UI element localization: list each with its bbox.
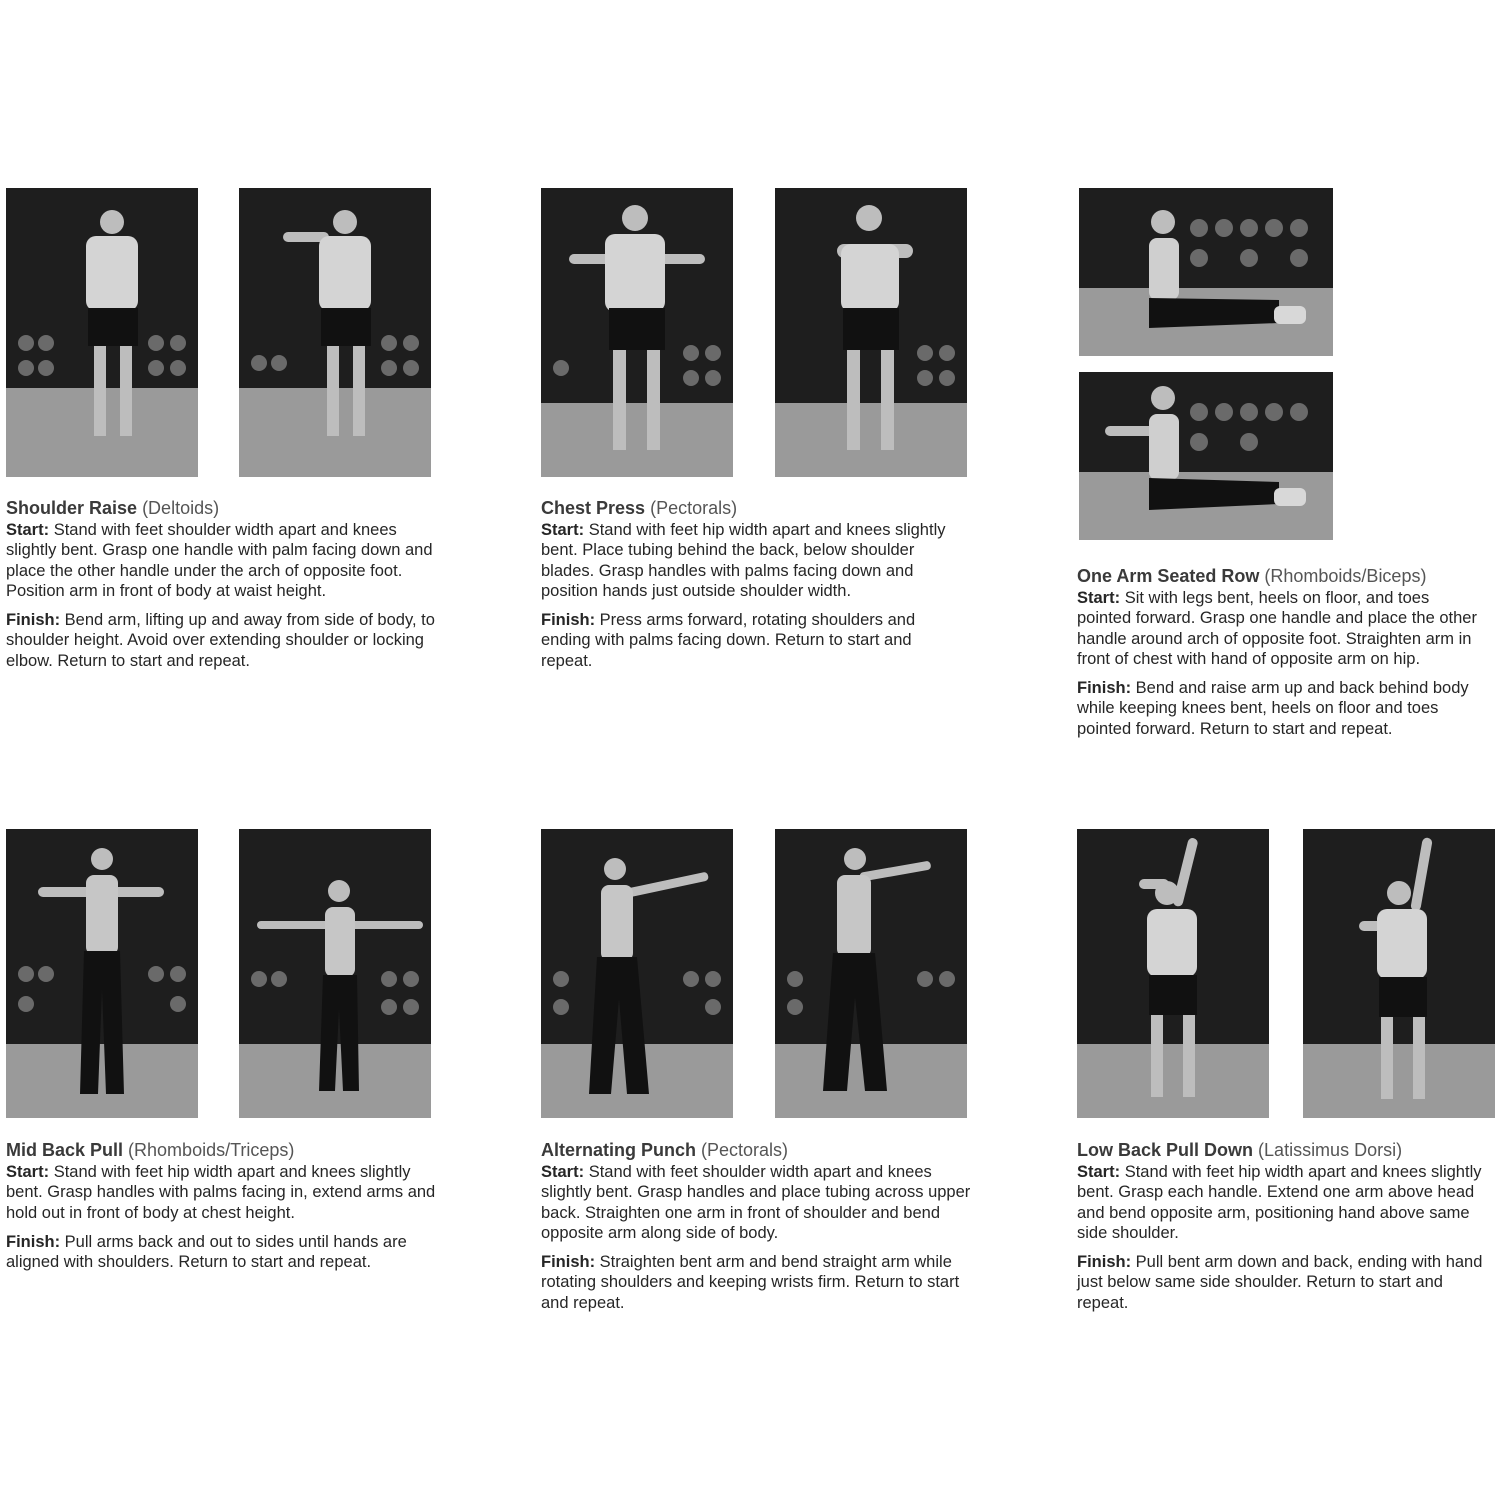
start-instructions — [541, 1162, 986, 1243]
start-text: Stand with feet hip width apart and knees slightly bent. Place tubing behind the back, below shoulder blades. Grasp handles with palms facing down and position hands just outside shoulder width. — [541, 521, 946, 600]
start-text: Sit with legs bent, heels on floor, and toes pointed forward. Grasp one handle and place the other handle around arch of opposite foot. Straighten arm in front of chest with hand of opposite arm on hip. — [1077, 589, 1477, 668]
finish-label: Finish: — [6, 1232, 61, 1251]
finish-text: Bend and raise arm up and back behind body while keeping knees bent, heels on floor and toes pointed forward. Return to start and repeat. — [1077, 679, 1469, 738]
shoulder-raise-start-photo — [6, 188, 198, 477]
seated-row-finish-photo — [1079, 372, 1333, 540]
finish-instructions — [1077, 1252, 1497, 1313]
exercise-name: Mid Back Pull — [6, 1140, 124, 1160]
start-instructions — [1077, 1162, 1497, 1243]
start-text: Stand with feet hip width apart and knees slightly bent. Grasp handles with palms facing in, extend arms and hold out in front of body at chest height. — [6, 1163, 436, 1222]
start-instructions — [6, 520, 451, 601]
exercise-muscles: (Deltoids) — [142, 498, 220, 518]
exercise-name: Chest Press — [541, 498, 646, 518]
start-instructions — [1077, 588, 1482, 669]
exercise-one-arm-seated-row — [1077, 565, 1482, 748]
exercise-name: One Arm Seated Row — [1077, 566, 1260, 586]
chest-press-finish-photo — [775, 188, 967, 477]
finish-label: Finish: — [541, 1253, 596, 1272]
seated-row-start-photo — [1079, 188, 1333, 356]
finish-label: Finish: — [1077, 679, 1132, 698]
exercise-title — [541, 497, 966, 519]
exercise-low-back-pull-down — [1077, 1139, 1497, 1322]
exercise-name: Low Back Pull Down — [1077, 1140, 1254, 1160]
start-label: Start: — [541, 1163, 585, 1181]
alternating-punch-finish-photo — [775, 829, 967, 1118]
finish-instructions — [541, 610, 966, 671]
exercise-name: Alternating Punch — [541, 1140, 697, 1160]
exercise-muscles: (Latissimus Dorsi) — [1258, 1140, 1403, 1160]
start-instructions — [6, 1162, 451, 1223]
mid-back-pull-start-photo — [6, 829, 198, 1118]
finish-label: Finish: — [6, 611, 61, 630]
exercise-muscles: (Rhomboids/Biceps) — [1264, 566, 1427, 586]
chest-press-start-photo — [541, 188, 733, 477]
exercise-title — [541, 1139, 986, 1161]
exercise-muscles: (Rhomboids/Triceps) — [128, 1140, 295, 1160]
exercise-mid-back-pull — [6, 1139, 451, 1281]
start-text: Stand with feet shoulder width apart and knees slightly bent. Grasp handles and place tubing across upper back. Straighten one arm in front of shoulder and bend opposite arm along side of body. — [541, 1163, 971, 1242]
exercise-title — [1077, 1139, 1497, 1161]
finish-label: Finish: — [1077, 1253, 1132, 1272]
finish-instructions — [541, 1252, 986, 1313]
shoulder-raise-finish-photo — [239, 188, 431, 477]
low-back-pull-down-finish-photo — [1303, 829, 1495, 1118]
exercise-chest-press — [541, 497, 966, 680]
finish-text: Straighten bent arm and bend straight arm while rotating shoulders and keeping wrists firm. Return to start and repeat. — [541, 1253, 960, 1312]
start-text: Stand with feet hip width apart and knees slightly bent. Grasp each handle. Extend one arm above head and bend opposite arm, positioning hand above same side shoulder. — [1077, 1163, 1482, 1242]
start-label: Start: — [541, 521, 585, 539]
exercise-title — [1077, 565, 1482, 587]
start-label: Start: — [1077, 1163, 1121, 1181]
low-back-pull-down-start-photo — [1077, 829, 1269, 1118]
finish-text: Bend arm, lifting up and away from side of body, to shoulder height. Avoid over extending shoulder or locking elbow. Return to start and repeat. — [6, 611, 435, 670]
mid-back-pull-finish-photo — [239, 829, 431, 1118]
finish-instructions — [6, 1232, 451, 1273]
finish-text: Pull bent arm down and back, ending with hand just below same side shoulder. Return to start and repeat. — [1077, 1253, 1483, 1312]
alternating-punch-start-photo — [541, 829, 733, 1118]
start-text: Stand with feet shoulder width apart and knees slightly bent. Grasp one handle with palm facing down and place the other handle under the arch of opposite foot. Position arm in front of body at waist height. — [6, 521, 433, 600]
exercise-alternating-punch — [541, 1139, 986, 1322]
exercise-title — [6, 497, 451, 519]
exercise-name: Shoulder Raise — [6, 498, 138, 518]
finish-text: Press arms forward, rotating shoulders and ending with palms facing down. Return to start and repeat. — [541, 611, 916, 670]
start-label: Start: — [6, 521, 50, 539]
exercise-title — [6, 1139, 451, 1161]
exercise-shoulder-raise — [6, 497, 451, 680]
exercise-muscles: (Pectorals) — [650, 498, 738, 518]
finish-label: Finish: — [541, 611, 596, 630]
start-label: Start: — [1077, 589, 1121, 607]
start-instructions — [541, 520, 966, 601]
finish-text: Pull arms back and out to sides until hands are aligned with shoulders. Return to start and repeat. — [6, 1232, 407, 1272]
finish-instructions — [6, 610, 451, 671]
finish-instructions — [1077, 678, 1482, 739]
exercise-muscles: (Pectorals) — [701, 1140, 789, 1160]
start-label: Start: — [6, 1163, 50, 1181]
